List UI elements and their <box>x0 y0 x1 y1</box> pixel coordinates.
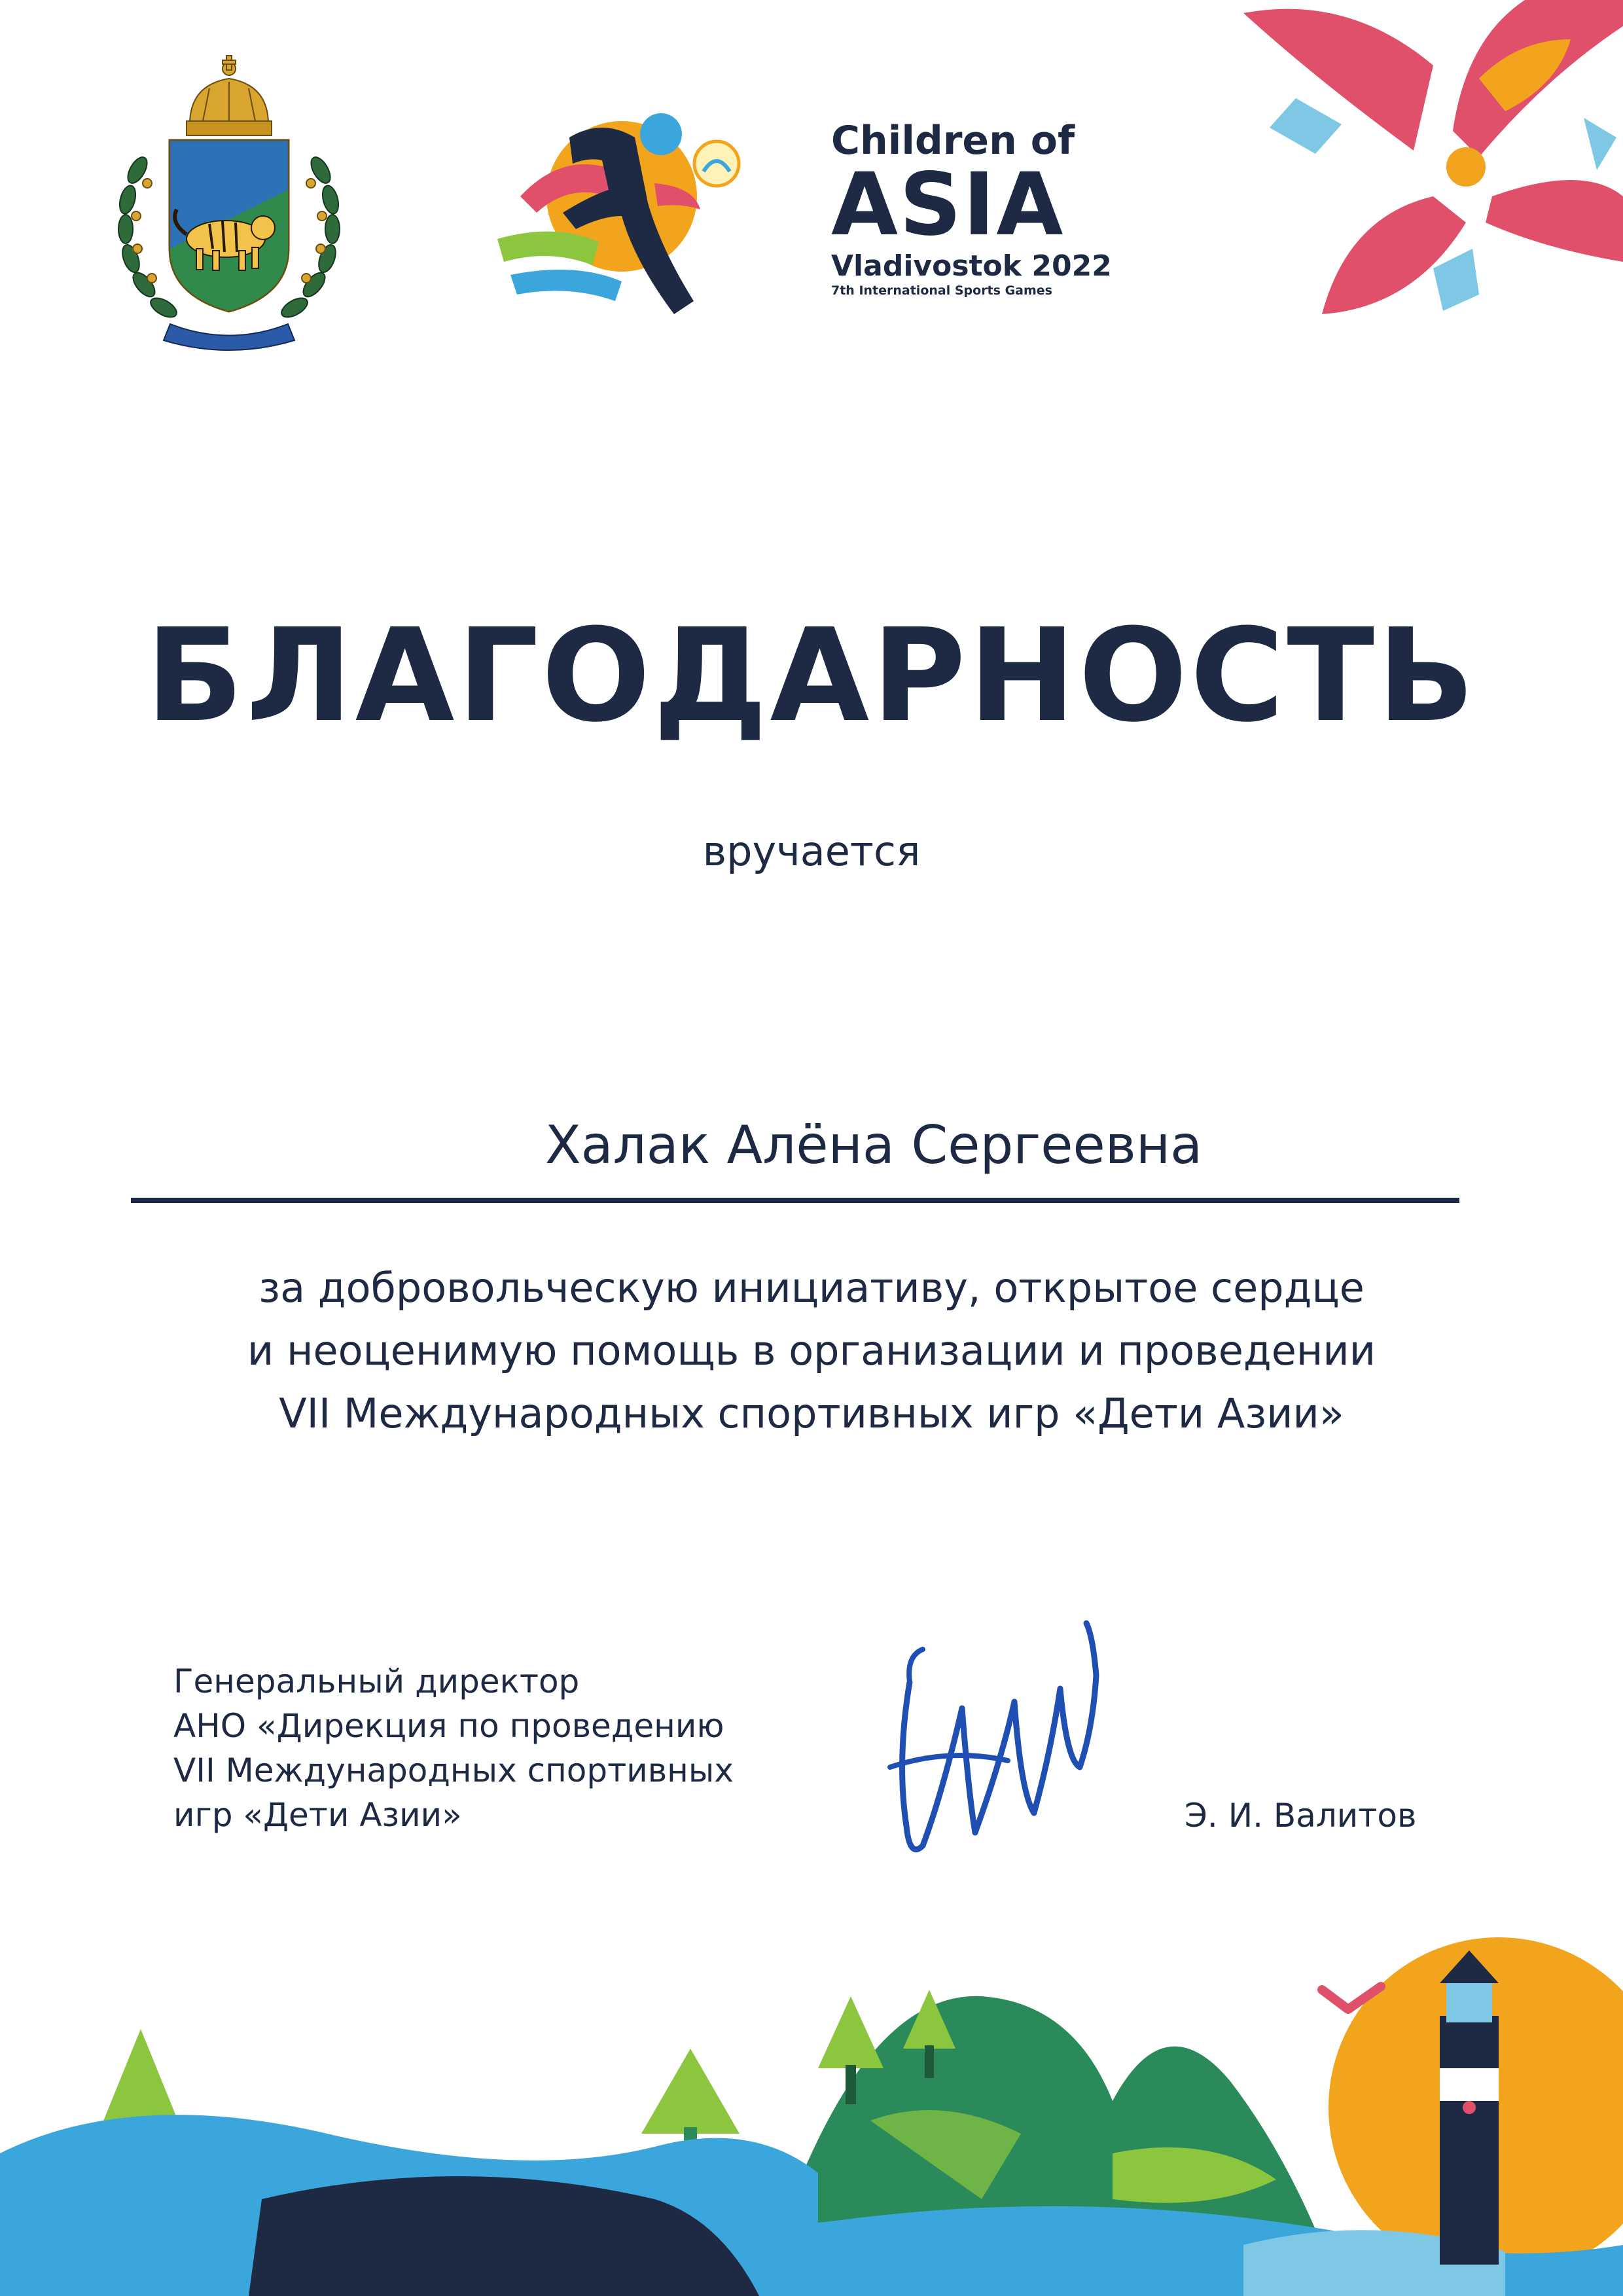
awarded-label: вручается <box>702 827 921 875</box>
award-reason <box>0 1257 1623 1445</box>
brand-line-city-year: Vladivostok 2022 <box>831 249 1112 283</box>
signatory-position-line: АНО «Дирекция по проведению <box>173 1707 724 1745</box>
games-mascot-logo <box>484 98 759 327</box>
brand-line-asia: ASIA <box>831 154 1065 255</box>
brand-line-children-of: Children of <box>831 118 1075 164</box>
handwritten-signature <box>870 1597 1119 1898</box>
games-wordmark <box>831 118 1145 298</box>
signatory-position-line: VII Международных спортивных <box>173 1751 734 1789</box>
brand-line-subtitle: 7th International Sports Games <box>831 283 1052 298</box>
signatory-name: Э. И. Валитов <box>1185 1797 1417 1835</box>
recipient-name: Халак Алёна Сергеевна <box>544 1115 1203 1175</box>
signatory-position-line: Генеральный директор <box>173 1662 580 1700</box>
coat-of-arms-emblem <box>92 52 366 360</box>
landscape-decoration <box>0 1937 1623 2296</box>
certificate-title: БЛАГОДАРНОСТЬ <box>145 601 1478 751</box>
flower-decoration <box>1217 0 1623 367</box>
recipient-underline <box>131 1198 1459 1203</box>
reason-line: VII Международных спортивных игр «Дети Азии» <box>279 1390 1344 1437</box>
signatory-position-line: игр «Дети Азии» <box>173 1796 462 1834</box>
reason-line: за добровольческую инициативу, открытое сердце <box>259 1264 1364 1312</box>
reason-line: и неоценимую помощь в организации и проведении <box>247 1327 1376 1374</box>
signatory-position <box>173 1659 828 1837</box>
